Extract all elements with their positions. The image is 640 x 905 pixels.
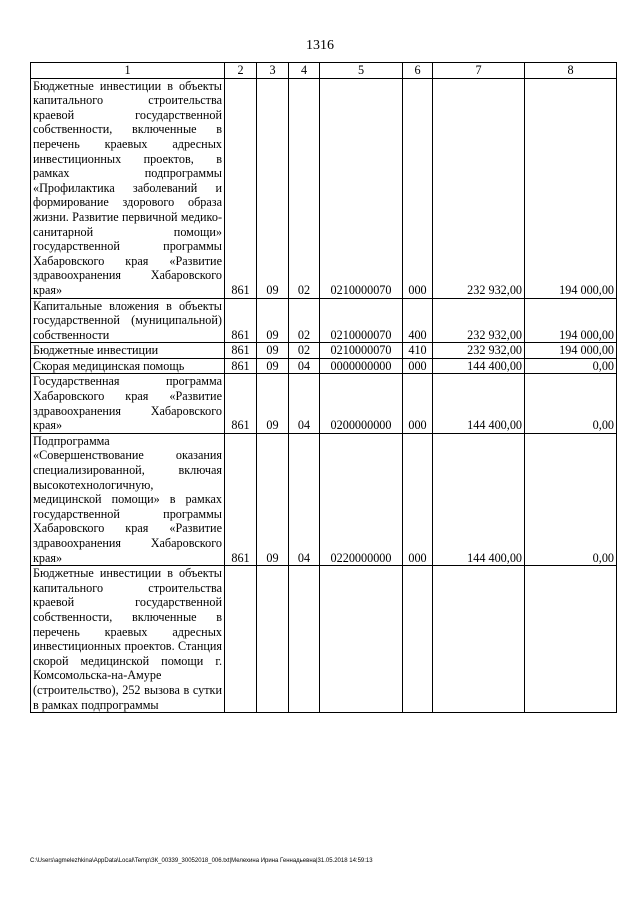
table-row <box>31 374 617 433</box>
cell-subsection: 04 <box>289 374 320 433</box>
document-footer: C:\Users\agmelezhkina\AppData\Local\Temp\ЗК_00339_30052018_006.txt|Мелехина Ирина Геннадьевна|31.05.2018 14:59:13 <box>30 858 373 864</box>
cell-section: 09 <box>257 374 289 433</box>
cell-target-article: 0210000070 <box>320 78 403 298</box>
cell-target-article: 0000000000 <box>320 358 403 374</box>
page-number: 1316 <box>306 38 334 53</box>
cell-admin-code: 861 <box>225 374 257 433</box>
cell-expense-type: 410 <box>403 343 433 359</box>
cell-amount-1: 232 932,00 <box>433 298 525 343</box>
column-header: 7 <box>433 63 525 79</box>
cell-expense-type: 400 <box>403 298 433 343</box>
table-row <box>31 358 617 374</box>
cell-admin-code: 861 <box>225 78 257 298</box>
cell-target-article: 0200000000 <box>320 374 403 433</box>
cell-amount-1: 144 400,00 <box>433 374 525 433</box>
cell-subsection: 02 <box>289 298 320 343</box>
cell-admin-code: 861 <box>225 343 257 359</box>
cell-expense-type: 000 <box>403 433 433 565</box>
column-header: 3 <box>257 63 289 79</box>
cell-amount-2 <box>525 566 617 713</box>
cell-subsection <box>289 566 320 713</box>
cell-admin-code: 861 <box>225 358 257 374</box>
cell-subsection: 04 <box>289 358 320 374</box>
row-description: Скорая медицинская помощь <box>31 358 225 374</box>
budget-table <box>30 62 617 713</box>
row-description: Бюджетные инвестиции <box>31 343 225 359</box>
row-description: Капитальные вложения в объекты государственной (муниципальной) собственности <box>31 298 225 343</box>
row-description: Подпрограмма «Совершенствование оказания специализированной, включая высокотехнологичную, медицинской помощи» в рамках государственной программы Хабаровского края «Развитие здравоохранения Хабаровского края» <box>31 433 225 565</box>
cell-admin-code <box>225 566 257 713</box>
table-row <box>31 343 617 359</box>
column-header: 2 <box>225 63 257 79</box>
cell-target-article: 0210000070 <box>320 298 403 343</box>
cell-amount-2: 0,00 <box>525 433 617 565</box>
cell-amount-2: 194 000,00 <box>525 298 617 343</box>
cell-admin-code: 861 <box>225 298 257 343</box>
column-header: 1 <box>31 63 225 79</box>
cell-amount-2: 194 000,00 <box>525 343 617 359</box>
cell-section: 09 <box>257 78 289 298</box>
cell-subsection: 02 <box>289 343 320 359</box>
header-row <box>31 63 617 79</box>
column-header: 4 <box>289 63 320 79</box>
cell-amount-1: 232 932,00 <box>433 343 525 359</box>
cell-amount-1: 144 400,00 <box>433 433 525 565</box>
cell-section <box>257 566 289 713</box>
cell-expense-type: 000 <box>403 78 433 298</box>
cell-target-article: 0220000000 <box>320 433 403 565</box>
table-row <box>31 298 617 343</box>
cell-subsection: 02 <box>289 78 320 298</box>
row-description: Бюджетные инвестиции в объекты капитального строительства краевой государственной собственности, включенные в перечень краевых адресных инвестиционных проектов, в рамках подпрограммы «Профилактика заболеваний и формирование здорового образа жизни. Развитие первичной медико-санитарной помощи» государственной программы Хабаровского края «Развитие здравоохранения Хабаровского края» <box>31 78 225 298</box>
cell-expense-type: 000 <box>403 374 433 433</box>
column-header: 8 <box>525 63 617 79</box>
table-row <box>31 433 617 565</box>
cell-admin-code: 861 <box>225 433 257 565</box>
column-header: 6 <box>403 63 433 79</box>
table-row <box>31 566 617 713</box>
table-row <box>31 78 617 298</box>
cell-expense-type <box>403 566 433 713</box>
cell-subsection: 04 <box>289 433 320 565</box>
cell-section: 09 <box>257 433 289 565</box>
cell-expense-type: 000 <box>403 358 433 374</box>
cell-amount-2: 0,00 <box>525 358 617 374</box>
cell-amount-1: 144 400,00 <box>433 358 525 374</box>
cell-amount-2: 194 000,00 <box>525 78 617 298</box>
cell-amount-1 <box>433 566 525 713</box>
cell-target-article: 0210000070 <box>320 343 403 359</box>
cell-target-article <box>320 566 403 713</box>
cell-section: 09 <box>257 343 289 359</box>
cell-section: 09 <box>257 298 289 343</box>
row-description: Бюджетные инвестиции в объекты капитального строительства краевой государственной собственности, включенные в перечень краевых адресных инвестиционных проектов. Станция скорой медицинской помощи г. Комсомольска-на-Амуре (строительство), 252 вызова в сутки в рамках подпрограммы <box>31 566 225 713</box>
cell-amount-1: 232 932,00 <box>433 78 525 298</box>
column-header: 5 <box>320 63 403 79</box>
cell-amount-2: 0,00 <box>525 374 617 433</box>
row-description: Государственная программа Хабаровского края «Развитие здравоохранения Хабаровского края» <box>31 374 225 433</box>
cell-section: 09 <box>257 358 289 374</box>
